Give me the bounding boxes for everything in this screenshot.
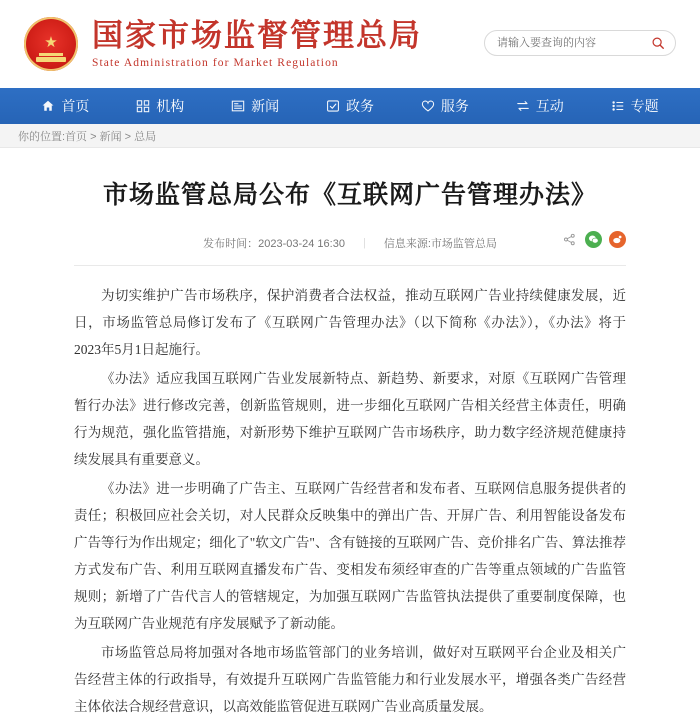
nav-label: 服务 <box>440 98 469 114</box>
meta-divider <box>74 265 626 266</box>
nav-item-service[interactable] <box>397 88 492 124</box>
nav-item-government[interactable] <box>303 88 398 124</box>
nav-label: 新闻 <box>251 98 280 114</box>
heart-service-icon <box>421 99 435 113</box>
article <box>0 148 700 720</box>
news-icon <box>231 99 245 113</box>
weibo-icon[interactable] <box>609 231 626 248</box>
nav-item-organization[interactable] <box>113 88 208 124</box>
source-label: 信息来源: <box>383 238 431 250</box>
nav-label: 政务 <box>346 98 374 114</box>
share-icon[interactable] <box>561 231 578 248</box>
source-value: 市场监管总局 <box>430 238 497 250</box>
home-icon <box>41 99 55 113</box>
emblem-star-icon: ★ <box>44 34 58 51</box>
nav-item-news[interactable] <box>208 88 303 124</box>
share-group <box>561 231 626 248</box>
page-title: 市场监管总局公布《互联网广告管理办法》 <box>102 182 597 209</box>
article-paragraph: 市场监管总局将加强对各地市场监管部门的业务培训，做好对互联网平台企业及相关广告经营主体的行政指导，有效提升互联网广告监管能力和行业发展水平，增强各类广告经营主体依法合规经营意识，以高效能监管促进互联网广告业高质量发展。 <box>74 645 626 714</box>
nav-label: 互动 <box>535 98 564 114</box>
article-paragraph: 为切实维护广告市场秩序，保护消费者合法权益，推动互联网广告业持续健康发展，近日，市场监管总局修订发布了《互联网广告管理办法》（以下简称《办法》），《办法》将于2023年5月1日起施行。 <box>74 288 626 357</box>
breadcrumb-text: 你的位置:首页 > 新闻 > 总局 <box>18 130 157 143</box>
article-body <box>74 282 626 720</box>
government-icon <box>326 99 340 113</box>
article-paragraph: 《办法》适应我国互联网广告业发展新特点、新趋势、新要求，对原《互联网广告管理暂行办法》进行修改完善，创新监管规则，进一步细化互联网广告相关经营主体责任，明确行为规范，强化监管措施，对新形势下维护互联网广告市场秩序，助力数字经济规范健康持续发展具有重要意义。 <box>74 371 626 467</box>
site-header <box>0 0 700 88</box>
wechat-icon[interactable] <box>585 231 602 248</box>
search-box[interactable] <box>484 30 676 56</box>
site-title-block <box>92 19 422 69</box>
article-meta <box>74 235 626 251</box>
meta-separator: | <box>362 237 366 249</box>
nav-label: 专题 <box>630 98 659 114</box>
interaction-icon <box>516 99 530 113</box>
breadcrumb <box>0 124 700 148</box>
site-subtitle: State Administration for Market Regulation <box>92 57 339 70</box>
publish-label: 发布时间： <box>203 238 259 250</box>
publish-value: 2023-03-24 16:30 <box>258 238 345 250</box>
nav-label: 机构 <box>156 98 185 114</box>
publish-time <box>203 235 345 251</box>
emblem-bars <box>36 57 66 62</box>
nav-label: 首页 <box>61 98 90 114</box>
article-paragraph: 《办法》进一步明确了广告主、互联网广告经营者和发布者、互联网信息服务提供者的责任；积极回应社会关切，对人民群众反映集中的弹出广告、开屏广告、利用智能设备发布广告等行为作出规定；细化了"软文广告"、含有链接的互联网广告、竞价排名广告、算法推荐方式发布广告、利用互联网直播发布广告、变相发布须经审查的广告等重点领域的广告监管规则；新增了广告代言人的管辖规定，为加强互联网广告监管执法提供了重要制度保障，也为互联网广告业规范有序发展赋予了新动能。 <box>74 481 626 631</box>
national-emblem <box>24 17 78 71</box>
search-icon[interactable] <box>651 36 665 50</box>
source <box>384 235 497 251</box>
site-title: 国家市场监督管理总局 <box>92 17 422 53</box>
search-input[interactable] <box>495 36 651 50</box>
nav-item-interaction[interactable] <box>492 88 587 124</box>
main-nav <box>0 88 700 124</box>
organization-icon <box>136 99 150 113</box>
topics-icon <box>611 99 625 113</box>
nav-item-topics[interactable] <box>587 88 682 124</box>
nav-item-home[interactable] <box>18 88 113 124</box>
